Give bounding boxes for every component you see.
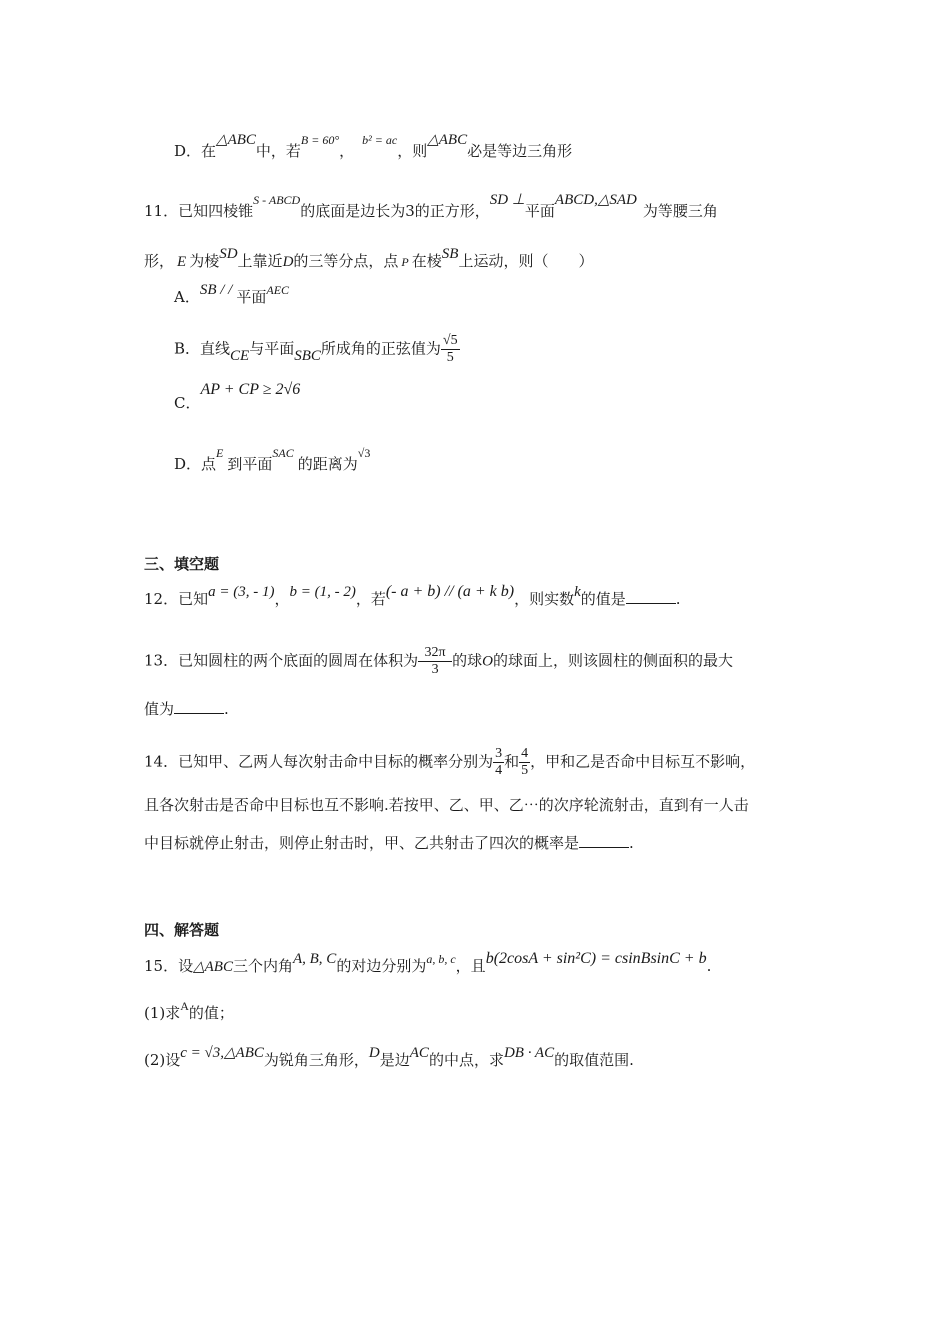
text: 的球面上，则该圆柱的侧面积的最大 bbox=[492, 651, 733, 670]
q15-line1 bbox=[144, 950, 712, 977]
text: . bbox=[706, 957, 712, 975]
part-label: (1)求 bbox=[144, 1004, 181, 1022]
q11-option-b bbox=[174, 333, 460, 366]
section-heading: 四、解答题 bbox=[144, 921, 220, 939]
question-number: 15．设 bbox=[144, 957, 194, 975]
math-e: E bbox=[216, 446, 224, 460]
text: 的值； bbox=[188, 1004, 234, 1022]
text: 的距离为 bbox=[297, 455, 358, 473]
text: 中目标就停止射击，则停止射击时，甲、乙共射击了四次的概率是 bbox=[144, 834, 580, 852]
answer-blank[interactable] bbox=[579, 833, 629, 848]
fraction bbox=[418, 645, 452, 678]
math-angle-b: B = 60° bbox=[300, 133, 340, 147]
math-sides: a, b, c bbox=[426, 952, 456, 966]
text: 到平面 bbox=[227, 455, 273, 473]
option-label: D．点 bbox=[174, 455, 217, 473]
text: 的值是 bbox=[580, 590, 626, 608]
math-vector-a: a = (3, - 1) bbox=[208, 584, 275, 600]
q11-option-d bbox=[174, 446, 371, 475]
answer-blank[interactable] bbox=[174, 699, 224, 714]
q15-part2 bbox=[144, 1045, 634, 1071]
text: 值为 bbox=[144, 700, 175, 718]
text: . bbox=[675, 590, 681, 608]
text: 平面 bbox=[236, 288, 267, 306]
denominator: 5 bbox=[521, 763, 529, 778]
text: 上运动，则（ ） bbox=[458, 252, 594, 270]
text: 的中点，求 bbox=[428, 1051, 504, 1069]
text: 为棱 bbox=[189, 252, 220, 270]
text: ，若 bbox=[355, 590, 386, 608]
text: 的三等分点，点 bbox=[293, 252, 399, 270]
numerator: 4 bbox=[521, 746, 529, 761]
text: 所成角的正弦值为 bbox=[320, 339, 441, 358]
numerator: √5 bbox=[442, 333, 458, 348]
math-sb: SB bbox=[441, 246, 459, 262]
math: AP + CP ≥ 2√6 bbox=[200, 381, 301, 398]
numerator: 32π bbox=[418, 645, 452, 662]
math-angles: A, B, C bbox=[292, 951, 337, 967]
option-label: A． bbox=[174, 288, 200, 306]
math: AEC bbox=[266, 283, 290, 297]
text: 中，若 bbox=[255, 142, 301, 160]
text: . bbox=[629, 834, 634, 852]
text: 上靠近 bbox=[237, 252, 283, 270]
math: SB / / bbox=[199, 282, 233, 298]
text: ，甲和乙是否命中目标互不影响， bbox=[530, 752, 756, 771]
text: ， bbox=[339, 142, 355, 160]
text: 和 bbox=[504, 752, 520, 771]
math-b-squared: b² = ac bbox=[362, 133, 398, 147]
math-triangle: △ABC bbox=[193, 959, 233, 975]
option-label: B．直线 bbox=[174, 339, 231, 358]
math-sqrt: √3 bbox=[357, 446, 371, 460]
text: 的对边分别为 bbox=[336, 957, 427, 975]
denominator: 3 bbox=[431, 662, 439, 677]
fraction bbox=[441, 333, 460, 366]
q14-line1 bbox=[144, 746, 755, 779]
math-o: O bbox=[482, 653, 493, 670]
text: 为等腰三角 bbox=[642, 202, 718, 220]
text: 形， bbox=[144, 252, 175, 270]
denominator: 4 bbox=[495, 763, 503, 778]
question-number: 14．已知甲、乙两人每次射击命中目标的概率分别为 bbox=[144, 752, 494, 771]
fraction bbox=[493, 746, 504, 779]
q13-line1 bbox=[144, 645, 733, 678]
q11-option-c bbox=[174, 381, 301, 414]
text: ，且 bbox=[455, 957, 486, 975]
math-sd: SD bbox=[219, 246, 238, 262]
text: 必是等边三角形 bbox=[467, 142, 573, 160]
math: SAC bbox=[272, 446, 294, 460]
math-condition: (- a + b) // (a + k b) bbox=[385, 583, 515, 600]
math-e: E bbox=[177, 254, 187, 270]
text: 在棱 bbox=[411, 252, 442, 270]
text: 为锐角三角形， bbox=[263, 1051, 369, 1069]
section-heading: 三、填空题 bbox=[144, 555, 220, 573]
math-sd-perp: SD ⊥ bbox=[489, 192, 525, 208]
text: 的取值范围. bbox=[554, 1051, 634, 1069]
answer-blank[interactable] bbox=[626, 589, 676, 604]
fraction bbox=[519, 746, 530, 779]
text: ，则 bbox=[397, 142, 428, 160]
math-d: D bbox=[282, 254, 294, 270]
option-label: D．在 bbox=[174, 142, 217, 160]
q15-part1 bbox=[144, 999, 234, 1024]
q11-line2 bbox=[144, 246, 594, 272]
text: 与平面 bbox=[249, 339, 295, 358]
q12 bbox=[144, 583, 681, 610]
math-plane: ABCD,△SAD bbox=[554, 192, 637, 208]
math-equation: b(2cosA + sin²C) = csinBsinC + b bbox=[485, 950, 707, 967]
math-dot-product: DB · AC bbox=[503, 1045, 555, 1061]
q11-line1 bbox=[144, 192, 718, 222]
text: 平面 bbox=[524, 202, 555, 220]
text: 的底面是边长为3的正方形， bbox=[300, 202, 490, 220]
q11-option-a bbox=[174, 282, 290, 308]
math-k: k bbox=[574, 584, 581, 600]
math-pyramid: S - ABCD bbox=[253, 193, 301, 207]
math: SBC bbox=[294, 347, 321, 364]
text: ，则实数 bbox=[514, 590, 575, 608]
math: c = √3,△ABC bbox=[180, 1045, 264, 1061]
question-number: 13．已知圆柱的两个底面的圆周在体积为 bbox=[144, 651, 419, 670]
text: 是边 bbox=[379, 1051, 410, 1069]
text: 三个内角 bbox=[232, 957, 293, 975]
math-d: D bbox=[368, 1045, 380, 1061]
q14-line2: 且各次射击是否命中目标也互不影响.若按甲、乙、甲、乙⋯的次序轮流射击，直到有一人击 bbox=[144, 796, 749, 814]
option-label: C． bbox=[174, 394, 201, 412]
math-vector-b: b = (1, - 2) bbox=[289, 584, 356, 600]
part-label: (2)设 bbox=[144, 1051, 181, 1069]
math-ac: AC bbox=[409, 1045, 429, 1061]
math-triangle: △ABC bbox=[216, 132, 256, 148]
denominator: 5 bbox=[446, 350, 454, 365]
q13-line2 bbox=[144, 699, 229, 719]
text: ， bbox=[274, 590, 290, 608]
q10-option-d bbox=[174, 132, 573, 162]
question-number: 11．已知四棱锥 bbox=[144, 202, 254, 220]
q14-line3 bbox=[144, 833, 634, 853]
math: CE bbox=[230, 347, 250, 364]
text: 的球 bbox=[452, 651, 483, 670]
math-p: P bbox=[401, 255, 409, 269]
numerator: 3 bbox=[495, 746, 503, 761]
math-triangle: △ABC bbox=[427, 132, 468, 148]
math-a: A bbox=[180, 999, 189, 1013]
question-number: 12．已知 bbox=[144, 590, 209, 608]
text: . bbox=[224, 700, 229, 718]
